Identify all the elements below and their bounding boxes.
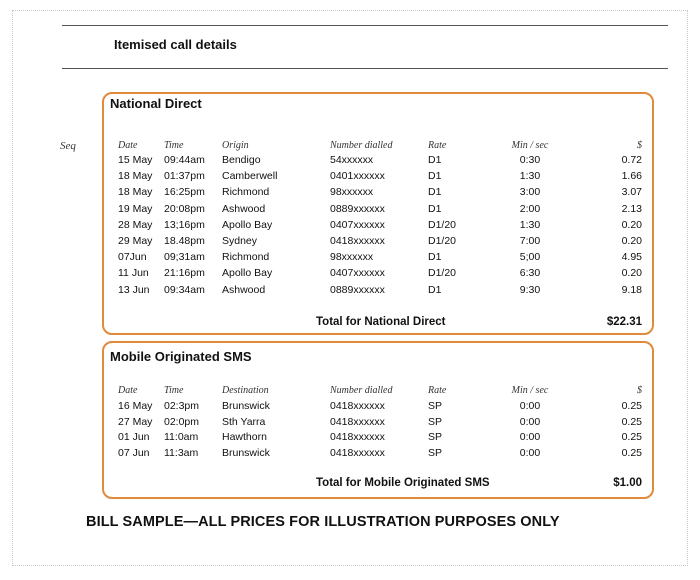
national-row-8-date: 11 Jun [118,267,149,280]
national-row-3-origin: Richmond [222,186,270,199]
national-row-8-amount: 0.20 [621,267,642,280]
seq-label: Seq [60,140,76,152]
national-header-amount: $ [637,140,642,151]
national-row-2-time: 01:37pm [164,170,205,183]
national-row-1-amount: 0.72 [621,154,642,166]
national-row-7-rate: D1 [428,251,442,264]
national-header-min-sec: Min / sec [511,140,549,151]
national-row-2-origin: Camberwell [222,170,278,183]
sms-row-2-rate: SP [428,415,443,428]
national-row-5-date: 28 May [118,218,153,231]
sms-header-min-sec: Min / sec [511,385,549,396]
national-row-8-time: 21:16pm [164,267,205,280]
sms-section [102,341,654,499]
national-row-4-date: 19 May [118,202,153,215]
national-direct-heading: National Direct [110,96,202,111]
sms-row-3-origin: Hawthorn [222,431,267,443]
bill-sample-disclaimer: BILL SAMPLE—ALL PRICES FOR ILLUSTRATION PURPOSES ONLY [86,514,560,530]
sms-row-4-number-dialled: 0418xxxxxx [330,446,385,459]
national-row-5-min-sec: 1:30 [519,218,541,231]
national-row-9-min-sec: 9:30 [519,283,541,296]
national-row-7-date: 07Jun [118,251,147,264]
sms-row-3-min-sec: 0:00 [519,431,541,443]
national-total-label: Total for National Direct [316,316,446,328]
sms-row-2-date: 27 May [118,415,153,428]
national-row-8-number-dialled: 0407xxxxxx [330,267,385,280]
sms-row-1-min-sec: 0:00 [519,400,541,412]
national-row-2-amount: 1.66 [621,170,642,183]
sms-total-label: Total for Mobile Originated SMS [316,477,490,489]
national-row-7-origin: Richmond [222,251,270,264]
national-header-origin: Origin [222,140,249,151]
national-direct-section [102,92,654,335]
sms-row-4-date: 07 Jun [118,446,150,459]
sms-row-4-rate: SP [428,446,443,459]
national-row-6-rate: D1/20 [428,235,457,247]
sms-row-4-origin: Brunswick [222,446,270,459]
national-row-1-min-sec: 0:30 [519,154,541,166]
national-row-7-min-sec: 5;00 [519,251,541,264]
sms-row-2-amount: 0.25 [621,415,642,428]
national-header-rate: Rate [428,140,447,151]
sms-row-3-time: 11:0am [164,431,199,443]
national-row-8-origin: Apollo Bay [222,267,273,280]
national-row-5-number-dialled: 0407xxxxxx [330,218,385,231]
national-row-6-amount: 0.20 [621,235,642,247]
sms-row-1-date: 16 May [118,400,153,412]
sms-row-4-time: 11:3am [164,446,199,459]
sms-row-3-amount: 0.25 [621,431,642,443]
national-row-2-min-sec: 1:30 [519,170,541,183]
sms-row-2-origin: Sth Yarra [222,415,266,428]
national-row-7-number-dialled: 98xxxxxx [330,251,374,264]
national-row-1-number-dialled: 54xxxxxx [330,154,374,166]
national-row-2-date: 18 May [118,170,153,183]
national-row-9-date: 13 Jun [118,283,150,296]
page-title: Itemised call details [114,37,237,52]
national-row-2-rate: D1 [428,170,442,183]
sms-row-3-rate: SP [428,431,443,443]
national-row-3-time: 16:25pm [164,186,205,199]
national-row-6-origin: Sydney [222,235,258,247]
national-row-6-time: 18.48pm [164,235,205,247]
title-rule [62,68,668,69]
national-row-6-min-sec: 7:00 [519,235,541,247]
sms-header-origin: Destination [222,385,269,396]
national-row-9-origin: Ashwood [222,283,266,296]
national-row-5-rate: D1/20 [428,218,457,231]
sms-header-number-dialled: Number dialled [330,385,393,396]
sms-row-4-amount: 0.25 [621,446,642,459]
national-row-1-origin: Bendigo [222,154,261,166]
sms-header-date: Date [118,385,138,396]
national-header-number-dialled: Number dialled [330,140,393,151]
sms-row-2-time: 02:0pm [164,415,200,428]
national-row-3-min-sec: 3:00 [519,186,541,199]
sms-row-1-origin: Brunswick [222,400,270,412]
national-header-time: Time [164,140,184,151]
national-header-date: Date [118,140,138,151]
sms-row-3-date: 01 Jun [118,431,150,443]
national-row-9-time: 09:34am [164,283,205,296]
sms-row-1-time: 02:3pm [164,400,200,412]
national-row-1-date: 15 May [118,154,153,166]
national-row-3-number-dialled: 98xxxxxx [330,186,374,199]
national-row-1-time: 09:44am [164,154,205,166]
national-row-3-date: 18 May [118,186,153,199]
national-row-8-rate: D1/20 [428,267,457,280]
sms-row-1-amount: 0.25 [621,400,642,412]
sms-row-4-min-sec: 0:00 [519,446,541,459]
national-row-1-rate: D1 [428,154,442,166]
sms-row-2-min-sec: 0:00 [519,415,541,428]
sms-header-rate: Rate [428,385,447,396]
sms-row-1-rate: SP [428,400,443,412]
national-row-3-rate: D1 [428,186,442,199]
national-row-5-origin: Apollo Bay [222,218,273,231]
national-row-4-origin: Ashwood [222,202,266,215]
sms-row-2-number-dialled: 0418xxxxxx [330,415,385,428]
sms-row-3-number-dialled: 0418xxxxxx [330,431,385,443]
national-row-4-number-dialled: 0889xxxxxx [330,202,385,215]
sms-header-time: Time [164,385,184,396]
national-row-5-amount: 0.20 [621,218,642,231]
national-row-6-date: 29 May [118,235,153,247]
sms-total-value: $1.00 [613,477,642,489]
national-row-4-min-sec: 2:00 [519,202,541,215]
national-row-9-number-dialled: 0889xxxxxx [330,283,385,296]
national-row-9-amount: 9.18 [621,283,642,296]
national-row-4-amount: 2.13 [621,202,642,215]
national-row-4-time: 20:08pm [164,202,205,215]
national-row-8-min-sec: 6:30 [519,267,541,280]
national-row-7-time: 09;31am [164,251,205,264]
national-row-6-number-dialled: 0418xxxxxx [330,235,385,247]
sms-header-amount: $ [637,385,642,396]
national-row-9-rate: D1 [428,283,442,296]
national-total-value: $22.31 [606,316,642,328]
sms-row-1-number-dialled: 0418xxxxxx [330,400,385,412]
national-row-3-amount: 3.07 [621,186,642,199]
national-row-2-number-dialled: 0401xxxxxx [330,170,385,183]
sms-heading: Mobile Originated SMS [110,349,252,364]
national-row-5-time: 13;16pm [164,218,205,231]
national-row-4-rate: D1 [428,202,442,215]
national-row-7-amount: 4.95 [621,251,642,264]
top-rule [62,25,668,26]
